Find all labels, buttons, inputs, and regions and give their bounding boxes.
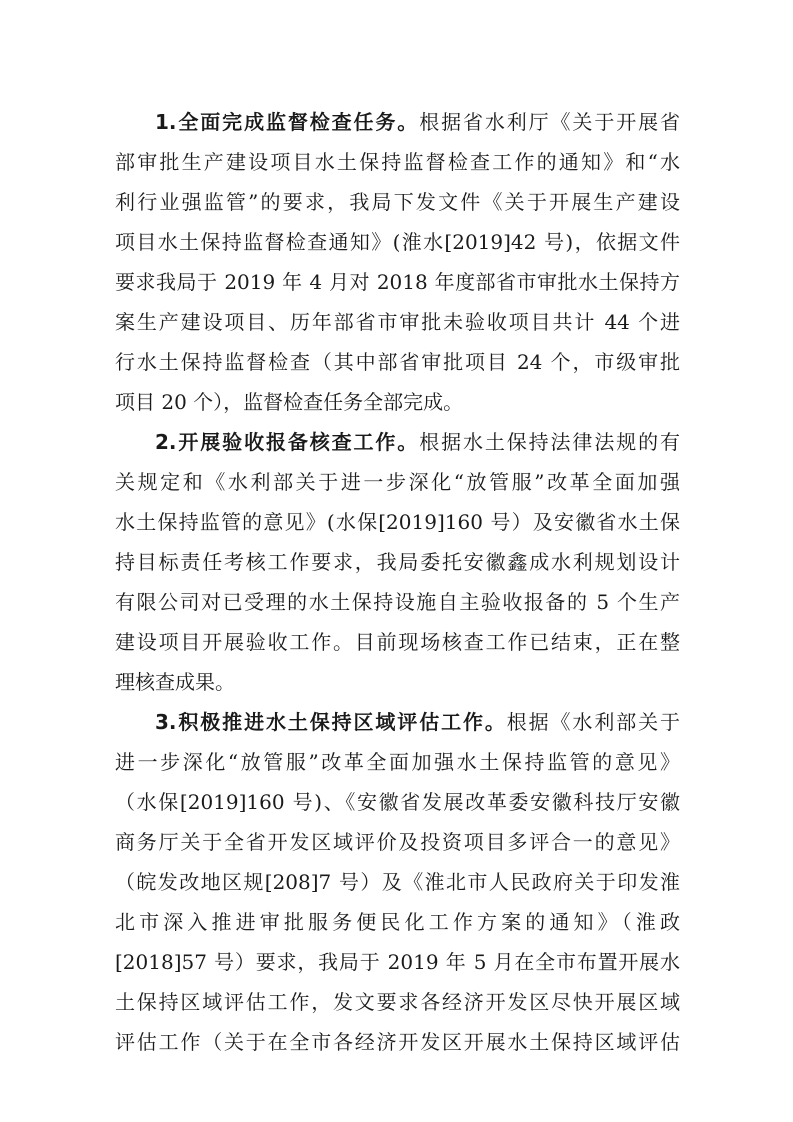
paragraph-line: 水土保持监管的意见》(水保[2019]160 号）及安徽省水土保 xyxy=(115,510,680,534)
paragraph-line: 商务厅关于全省开发区域评价及投资项目多评合一的意见》 xyxy=(115,830,680,854)
paragraph-line: 项目水土保持监督检查通知》(淮水[2019]42 号)，依据文件 xyxy=(115,230,680,254)
paragraph-line: 部审批生产建设项目水土保持监督检查工作的通知》和“水 xyxy=(115,150,680,174)
paragraph-line: 理核查成果。 xyxy=(115,670,235,694)
paragraph-line: 项目 20 个），监督检查任务全部完成。 xyxy=(115,390,464,414)
paragraph-line xyxy=(115,422,680,462)
paragraph-heading: 3.积极推进水土保持区域评估工作。 xyxy=(155,710,507,734)
paragraph-line: 土保持区域评估工作，发文要求各经济开发区尽快开展区域 xyxy=(115,990,680,1014)
paragraph-heading: 2.开展验收报备核查工作。 xyxy=(155,430,420,454)
paragraph-text: 根据水土保持法律法规的有 xyxy=(419,430,680,454)
paragraph-line: 北市深入推进审批服务便民化工作方案的通知》（淮政 xyxy=(115,910,680,934)
paragraph-1 xyxy=(115,102,680,422)
paragraph-line: 建设项目开展验收工作。目前现场核查工作已结束，正在整 xyxy=(115,630,680,654)
paragraph-line: 利行业强监管”的要求，我局下发文件《关于开展生产建设 xyxy=(115,190,680,214)
paragraph-text: 根据《水利部关于 xyxy=(506,710,680,734)
paragraph-line: 关规定和《水利部关于进一步深化“放管服”改革全面加强 xyxy=(115,470,680,494)
paragraph-line: （皖发改地区规[208]7 号）及《淮北市人民政府关于印发淮 xyxy=(115,870,680,894)
document-body xyxy=(115,102,680,1062)
paragraph-heading: 1.全面完成监督检查任务。 xyxy=(155,110,420,134)
paragraph-line: 进一步深化“放管服”改革全面加强水土保持监管的意见》 xyxy=(115,750,680,774)
paragraph-line xyxy=(115,702,680,742)
paragraph-line: 持目标责任考核工作要求，我局委托安徽鑫成水利规划设计 xyxy=(115,550,680,574)
paragraph-line: [2018]57 号）要求，我局于 2019 年 5 月在全市布置开展水 xyxy=(115,950,680,974)
paragraph-line: （水保[2019]160 号)、《安徽省发展改革委安徽科技厅安徽 xyxy=(115,790,680,814)
paragraph-3 xyxy=(115,702,680,1062)
paragraph-line xyxy=(115,102,680,142)
paragraph-line: 有限公司对已受理的水土保持设施自主验收报备的 5 个生产 xyxy=(115,590,680,614)
paragraph-line: 行水土保持监督检查（其中部省审批项目 24 个，市级审批 xyxy=(115,350,680,374)
paragraph-line: 评估工作（关于在全市各经济开发区开展水土保持区域评估 xyxy=(115,1030,680,1054)
paragraph-text: 根据省水利厅《关于开展省 xyxy=(419,110,680,134)
paragraph-line: 案生产建设项目、历年部省市审批未验收项目共计 44 个进 xyxy=(115,310,680,334)
paragraph-2 xyxy=(115,422,680,702)
paragraph-line: 要求我局于 2019 年 4 月对 2018 年度部省市审批水土保持方 xyxy=(115,270,680,294)
